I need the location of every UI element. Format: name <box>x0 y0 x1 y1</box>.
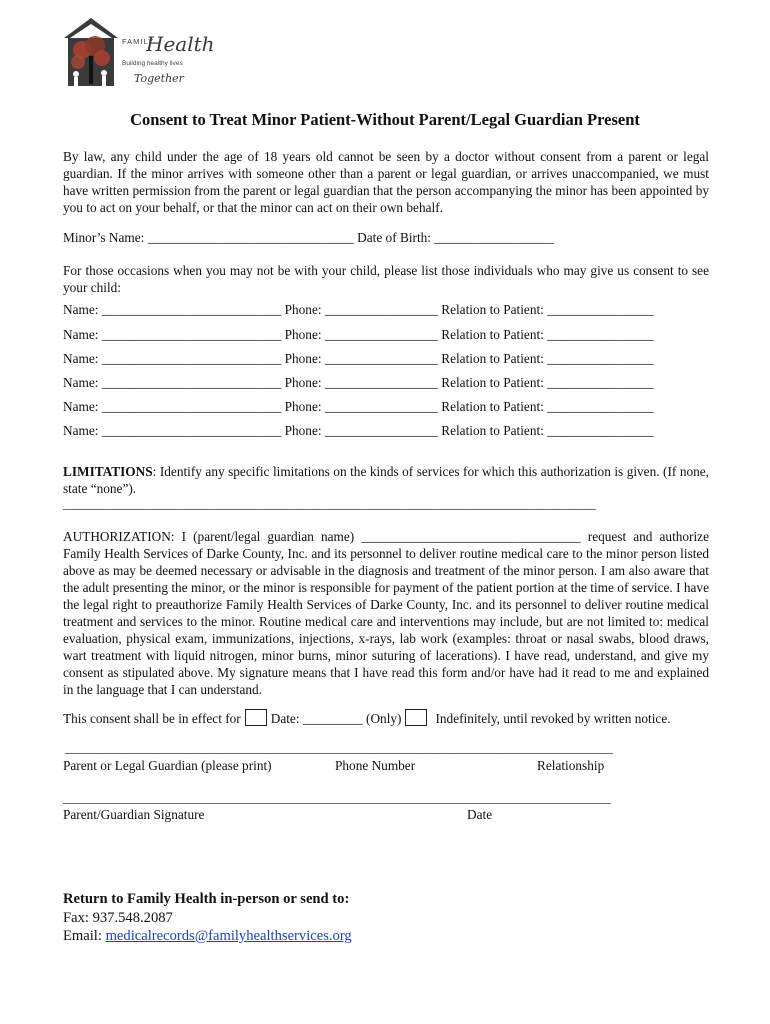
contact-row[interactable]: Name: ___________________________ Phone: _________________ Relation to Patient: ________________ <box>63 399 654 414</box>
signature-line[interactable]: _______________________________________________________________________________________ <box>63 791 611 805</box>
date-option-label: Date: _________ (Only) <box>270 711 402 726</box>
page-title: Consent to Treat Minor Patient-Without Parent/Legal Guardian Present <box>130 110 640 129</box>
date-checkbox[interactable] <box>245 709 267 726</box>
indefinite-option-label: Indefinitely, until revoked by written notice. <box>435 711 671 726</box>
limitations-line[interactable]: ______________________________________________________________________________________ <box>63 497 596 511</box>
return-heading: Return to Family Health in-person or send to: <box>63 891 350 907</box>
limitations-label: LIMITATIONS <box>63 464 153 479</box>
email-link[interactable]: medicalrecords@familyhealthservices.org <box>105 928 352 944</box>
logo-together: Together <box>134 72 184 85</box>
effect-line <box>63 709 671 727</box>
authorization-paragraph: AUTHORIZATION: I (parent/legal guardian name) _________________________________ request and authorize Family Health Services of Darke County, Inc. and its personnel to deliver routine medical care to the minor person listed above as may be deemed necessary or advisable in the diagnosis and treatment of the minor person. I am also aware that the adult presenting the minor, or the minor is responsible for payment of the patient portion at the time of service. I have the legal right to preauthorize Family Health Services of Darke County, Inc. and its personnel to deliver routine medical treatment and services to the minor. Routine medical care and interventions may include, but are not limited to: medical evaluation, physical exam, immunizations, injections, x-rays, lab work (examples: throat or nasal swabs, blood draws, wart treatment with liquid nitrogen, minor burns, minor suturing of lacerations). I have read, understand, and give my consent as stipulated above. My signature means that I have read this form and/or have had it read to me and explained in the language that I can understand. <box>63 529 709 697</box>
contact-row[interactable]: Name: ___________________________ Phone: _________________ Relation to Patient: ________________ <box>63 302 654 317</box>
guardian-print-line[interactable]: _______________________________________________________________________________________ <box>65 741 613 755</box>
relationship-label: Relationship <box>537 758 605 773</box>
contact-row[interactable]: Name: ___________________________ Phone: _________________ Relation to Patient: ________________ <box>63 423 654 438</box>
intro-paragraph: By law, any child under the age of 18 years old cannot be seen by a doctor without consent from a parent or legal guardian. If the minor arrives with someone other than a parent or legal guardian, or arrives unaccompanied, we must have written permission from the parent or legal guardian that the person accompanying the minor has been appointed by you to act on your behalf, or that the minor can act on their own behalf. <box>63 149 709 215</box>
signature-label: Parent/Guardian Signature <box>63 807 205 822</box>
fax-line: Fax: 937.548.2087 <box>63 910 173 926</box>
email-line <box>63 927 352 945</box>
indefinite-checkbox[interactable] <box>405 709 427 726</box>
signature-date-label: Date <box>467 807 493 822</box>
house-tree-logo-icon <box>62 16 120 88</box>
minor-name-dob-line[interactable]: Minor’s Name: _______________________________ Date of Birth: __________________ <box>63 230 554 245</box>
contact-row[interactable]: Name: ___________________________ Phone: _________________ Relation to Patient: ________________ <box>63 327 654 342</box>
contact-row[interactable]: Name: ___________________________ Phone: _________________ Relation to Patient: ________________ <box>63 351 654 366</box>
contact-row[interactable]: Name: ___________________________ Phone: _________________ Relation to Patient: ________________ <box>63 375 654 390</box>
limitations-text: : Identify any specific limitations on the kinds of services for which this authorization is given. (If none, state “none”). <box>63 464 709 496</box>
limitations-paragraph <box>63 463 709 497</box>
occasions-paragraph: For those occasions when you may not be with your child, please list those individuals who may give us consent to see your child: <box>63 263 709 295</box>
phone-number-label: Phone Number <box>335 758 416 773</box>
guardian-name-label: Parent or Legal Guardian (please print) <box>63 758 272 773</box>
logo-health: Health <box>146 32 215 56</box>
logo-tagline: Building healthy lives <box>122 60 183 67</box>
effect-prefix: This consent shall be in effect for <box>63 711 241 726</box>
logo <box>62 16 215 91</box>
email-label: Email: <box>63 928 106 944</box>
logo-family: FAMILY <box>122 37 155 46</box>
